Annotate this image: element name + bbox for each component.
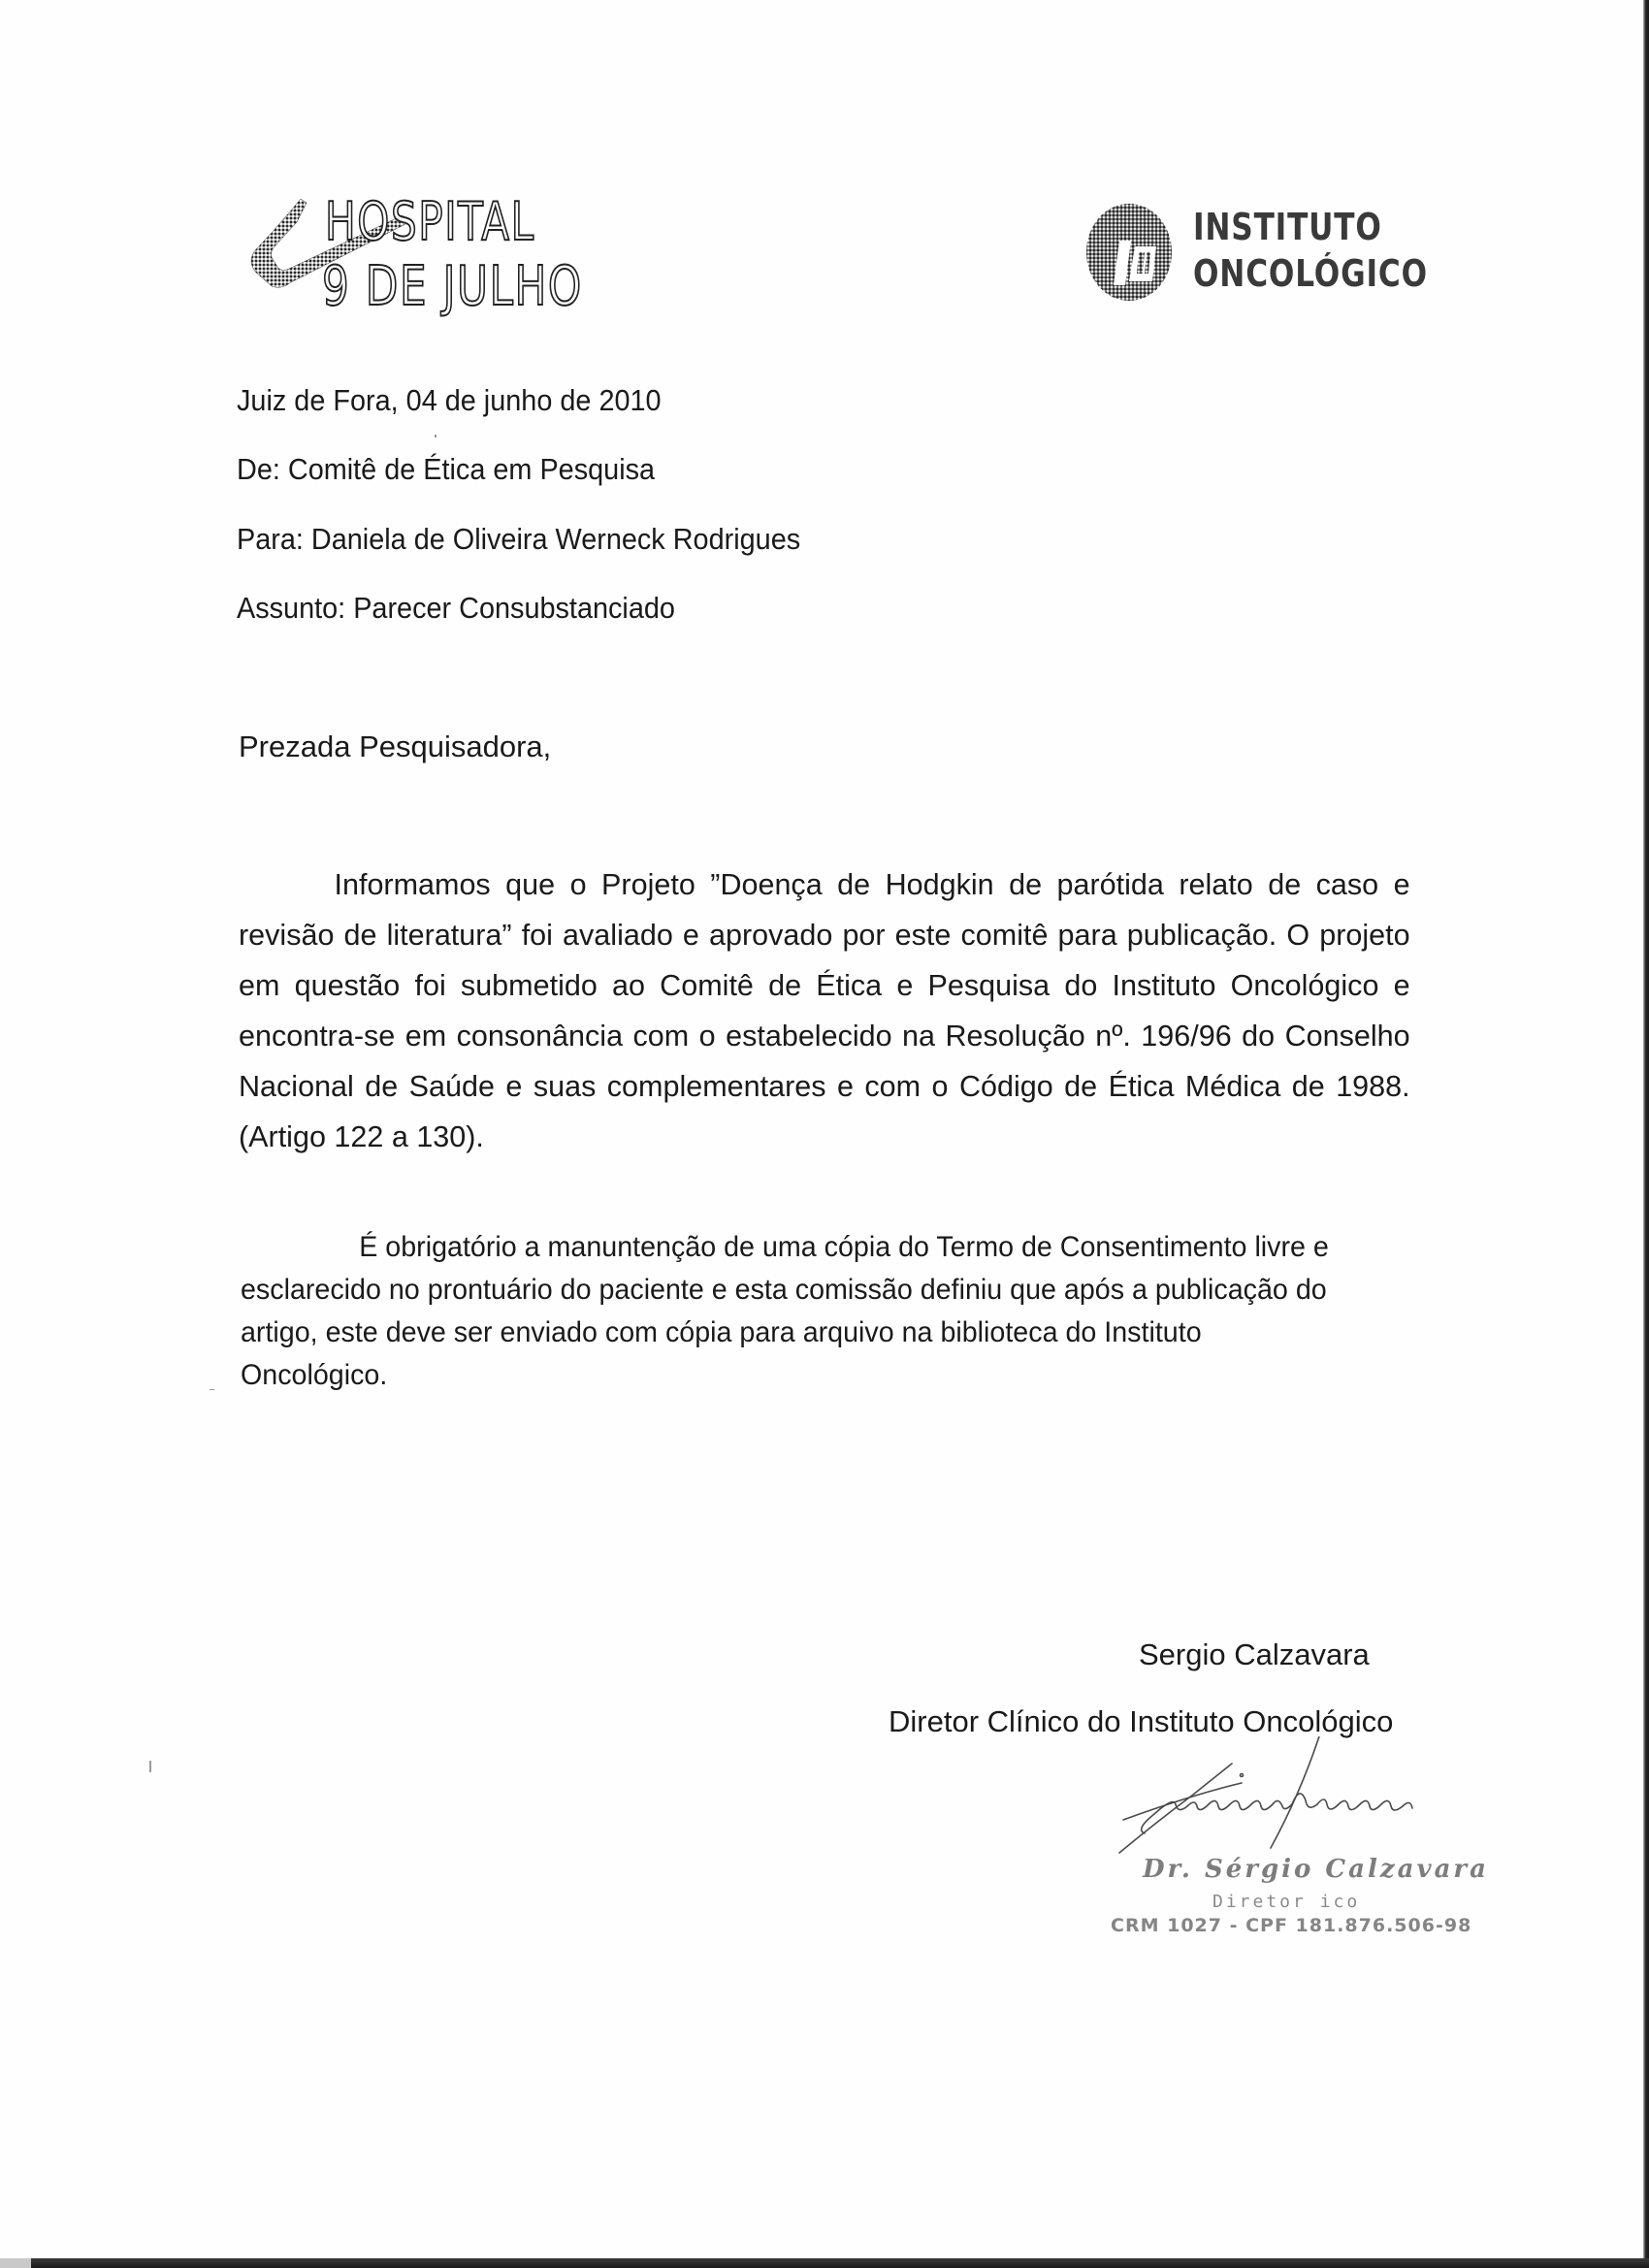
stamp-role: Diretor ico bbox=[1212, 1892, 1361, 1912]
instituto-name-line1: INSTITUTO bbox=[1193, 206, 1382, 248]
letter-subject: Assunto: Parecer Consubstanciado bbox=[237, 591, 675, 625]
scan-edge-bottom-left bbox=[0, 2258, 31, 2268]
stamp-doctor-name: Dr. Sérgio Calzavara bbox=[1143, 1855, 1489, 1884]
scan-speck bbox=[149, 1761, 151, 1772]
body-paragraph-2: É obrigatório a manuntenção de uma cópia do Termo de Consentimento livre e esclarecido no prontuário do paciente e esta comissão definiu que após a publicação do artigo, este deve ser enviado com cópia para arquivo na biblioteca do Instituto Oncológico. bbox=[241, 1231, 1329, 1391]
body-paragraph-1: Informamos que o Projeto ”Doença de Hodgkin de parótida relato de caso e revisão de literatura” foi avaliado e aprovado por este comitê para publicação. O projeto em questão foi submetido ao Comitê de Ética e Pesquisa do Instituto Oncológico e encontra-se em consonância com o estabelecido na Resolução nº. 196/96 do Conselho Nacional de Saúde e suas complementares e com o Código de Ética Médica de 1988. (Artigo 122 a 130). bbox=[239, 867, 1410, 1153]
stamp-registration: CRM 1027 - CPF 181.876.506-98 bbox=[1111, 1915, 1472, 1936]
hospital-name-line1: HOSPITAL bbox=[325, 191, 535, 252]
hospital-name-line2: 9 DE JULHO bbox=[322, 255, 583, 318]
salutation: Prezada Pesquisadora, bbox=[239, 729, 552, 763]
scan-edge-bottom bbox=[31, 2258, 1649, 2268]
letter-from: De: Comitê de Ética em Pesquisa bbox=[237, 452, 656, 486]
scan-speck bbox=[435, 435, 436, 437]
scan-edge-right bbox=[1643, 0, 1649, 2260]
letter-to: Para: Daniela de Oliveira Werneck Rodrigues bbox=[237, 522, 801, 556]
handwritten-signature bbox=[1116, 1736, 1484, 1872]
signatory-name: Sergio Calzavara bbox=[1139, 1637, 1370, 1671]
letter-date: Juiz de Fora, 04 de junho de 2010 bbox=[237, 383, 662, 417]
hospital-logo bbox=[242, 189, 583, 318]
scan-speck bbox=[210, 1389, 214, 1390]
instituto-logo bbox=[1077, 194, 1426, 310]
instituto-name-line2: ONCOLÓGICO bbox=[1193, 252, 1428, 295]
instituto-emblem-icon bbox=[1084, 202, 1178, 303]
signatory-title: Diretor Clínico do Instituto Oncológico bbox=[889, 1704, 1394, 1738]
